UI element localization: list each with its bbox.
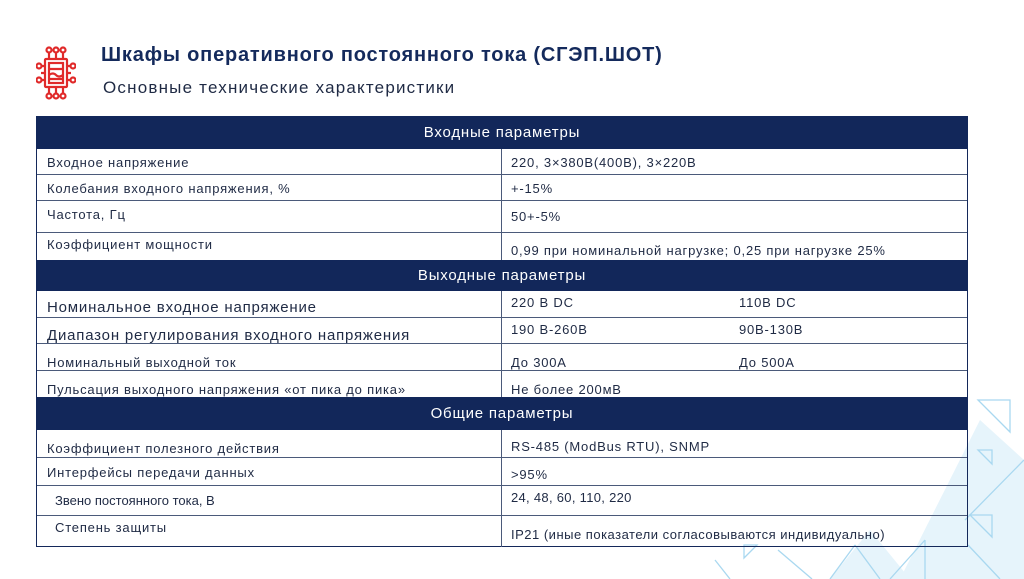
param-value: 50+-5% (511, 209, 561, 224)
table-row (37, 175, 967, 201)
page-title: Шкафы оперативного постоянного тока (СГЭП.ШОТ) (101, 44, 663, 66)
param-name: Коэффициент полезного действия (47, 441, 280, 456)
param-name: Номинальное входное напряжение (47, 299, 317, 316)
param-name: Пульсация выходного напряжения «от пика до пика» (47, 382, 406, 397)
table-row (37, 201, 967, 233)
param-value: До 300А (511, 355, 567, 370)
param-value: 24, 48, 60, 110, 220 (511, 490, 632, 505)
param-value: 0,99 при номинальной нагрузке; 0,25 при нагрузке 25% (511, 243, 886, 258)
table-row (37, 344, 967, 371)
param-name: Интерфейсы передачи данных (47, 465, 255, 480)
param-value: IP21 (иные показатели согласовываются индивидуально) (511, 527, 886, 542)
param-name: Входное напряжение (47, 155, 190, 170)
table-row (37, 458, 967, 486)
param-name: Степень защиты (55, 520, 167, 535)
param-value: Не более 200мВ (511, 382, 622, 397)
param-value: >95% (511, 467, 548, 482)
section-header-input: Входные параметры (36, 116, 968, 149)
table-row (37, 318, 967, 344)
specs-table (36, 116, 968, 547)
param-value-2: 90В-130В (739, 322, 804, 337)
param-name: Колебания входного напряжения, % (47, 181, 291, 196)
table-row (37, 233, 967, 260)
section-header-general: Общие параметры (36, 397, 968, 430)
page-subtitle: Основные технические характеристики (103, 78, 456, 97)
param-value: +-15% (511, 181, 553, 196)
param-value: 220, 3×380В(400В), 3×220В (511, 155, 697, 170)
table-row (37, 371, 967, 397)
param-value: 190 В-260В (511, 322, 588, 337)
param-value: 220 В DC (511, 295, 574, 310)
table-row (37, 486, 967, 516)
table-row (37, 516, 967, 547)
param-value: RS-485 (ModBus RTU), SNMP (511, 439, 710, 454)
param-value-2: 110В DC (739, 295, 797, 310)
param-value-2: До 500А (739, 355, 795, 370)
table-row (37, 291, 967, 318)
param-name: Коэффициент мощности (47, 237, 213, 252)
table-row (37, 430, 967, 458)
circuit-chip-icon (36, 44, 76, 102)
param-name: Номинальный выходной ток (47, 355, 237, 370)
param-name: Звено постоянного тока, В (55, 493, 215, 508)
param-name: Частота, Гц (47, 207, 126, 222)
table-row (37, 149, 967, 175)
param-name: Диапазон регулирования входного напряжения (47, 327, 411, 344)
section-header-output: Выходные параметры (36, 260, 968, 291)
